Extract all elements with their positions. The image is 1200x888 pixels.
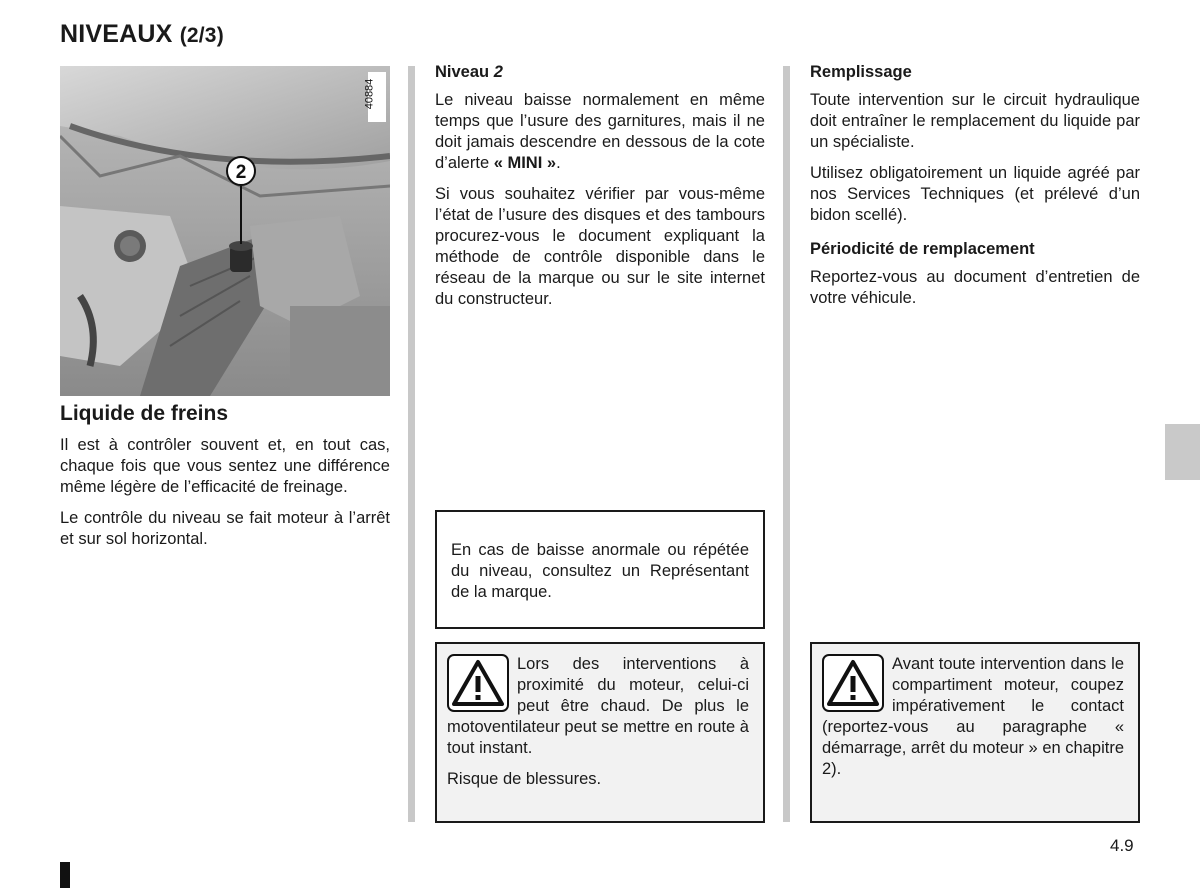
middle-para-1: Le niveau baisse normalement en même temps que l’usure des garnitures, mais il ne doit jamais descendre en dessous de la cote d’alerte « MINI ». [435, 91, 765, 172]
right-para-1: Toute intervention sur le circuit hydraulique doit entraîner le remplacement du liquide par un spécialiste. [810, 91, 1140, 151]
warning-risk: Risque de blessures. [447, 770, 602, 788]
middle-para-2: Si vous souhaitez vérifier par vous-même l’état de l’usure des disques et des tambours procurez-vous le document expliquant la méthode de contrôle disponible dans le réseau de la marque ou sur le site internet du constructeur. [435, 185, 765, 308]
note-box [435, 510, 765, 629]
column-divider [783, 66, 790, 822]
corner-mark [60, 862, 70, 888]
filling-heading: Remplissage [810, 63, 912, 81]
warning-text-right: Avant toute intervention dans le compartiment moteur, coupez impérativement le contact (reportez-vous au paragraphe « démarrage, arrêt du moteur » en chapitre 2). [822, 655, 1124, 778]
right-column-text [810, 63, 1140, 309]
warning-box-middle [435, 642, 765, 823]
right-para-3: Reportez-vous au document d’entretien de votre véhicule. [810, 268, 1140, 307]
warning-box-right [810, 642, 1140, 823]
warning-text-middle: Lors des interventions à proximité du moteur, celui-ci peut être chaud. De plus le motoventilateur peut se mettre en route à tout instant. [447, 655, 749, 757]
chapter-tab [1165, 424, 1200, 480]
left-para-1: Il est à contrôler souvent et, en tout cas, chaque fois que vous sentez une différence même légère de l’efficacité de freinage. [60, 436, 390, 496]
title-suffix: (2/3) [179, 24, 224, 47]
page-number: 4.9 [1110, 836, 1134, 855]
left-para-2: Le contrôle du niveau se fait moteur à l’arrêt et sur sol horizontal. [60, 509, 390, 548]
warning-triangle-icon [447, 654, 509, 712]
section-title: Liquide de freins [60, 402, 229, 425]
callout-number: 2 [235, 162, 247, 183]
title-main: NIVEAUX [60, 20, 173, 48]
page-title [60, 20, 224, 49]
warning-triangle-icon [822, 654, 884, 712]
replacement-heading: Périodicité de remplacement [810, 240, 1035, 258]
level-heading: Niveau 2 [435, 63, 503, 81]
note-text: En cas de baisse anormale ou répétée du niveau, consultez un Représentant de la marque. [451, 541, 749, 601]
engine-bay-photo [60, 66, 390, 396]
left-column-text [60, 435, 390, 550]
column-divider [408, 66, 415, 822]
middle-column-text [435, 63, 765, 310]
figure-code: 40884 [368, 72, 386, 122]
right-para-2: Utilisez obligatoirement un liquide agréé par nos Services Techniques (et prélevé d’un bidon scellé). [810, 164, 1140, 224]
